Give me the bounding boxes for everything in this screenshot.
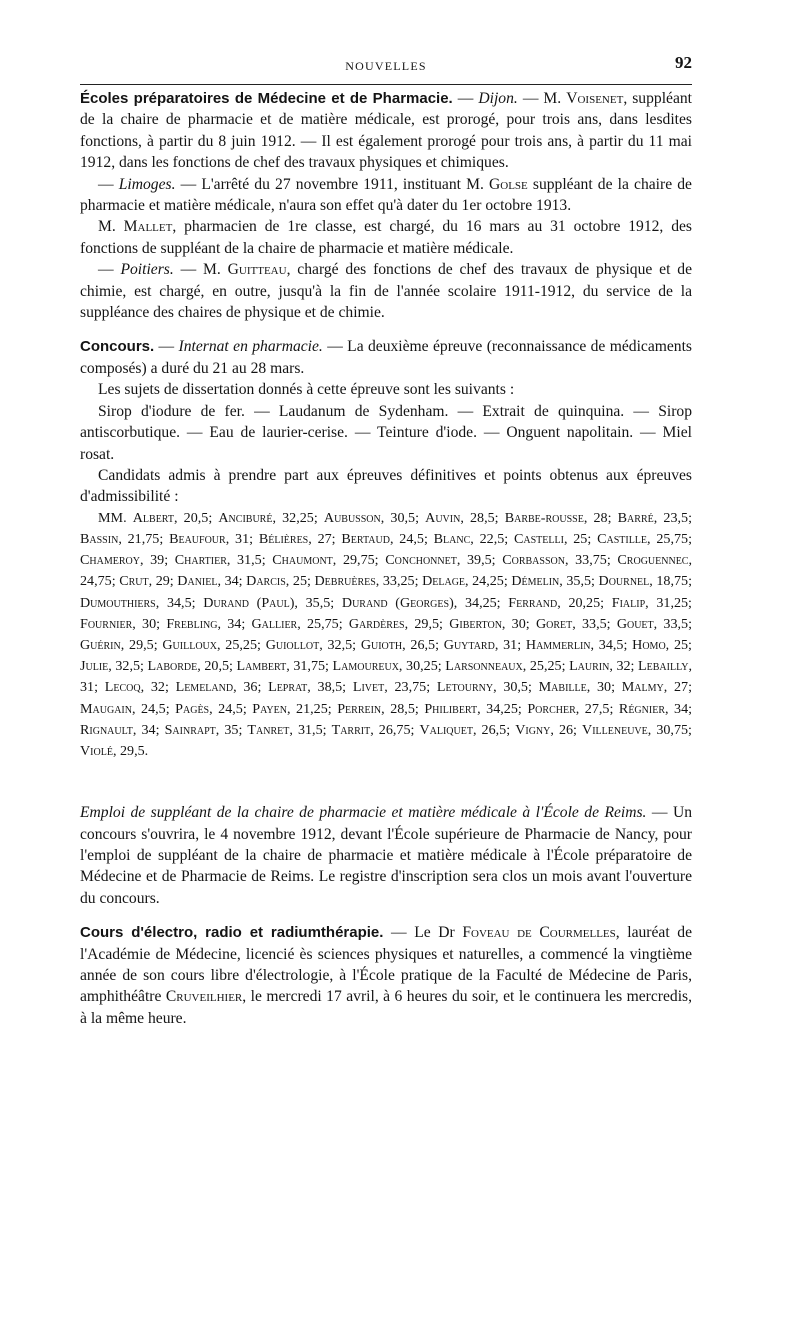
candidate-name: Hammerlin	[525, 636, 591, 653]
candidate-entry	[272, 552, 385, 568]
candidate-entry	[169, 531, 259, 547]
candidate-score: , 31,5;	[289, 721, 332, 738]
candidate-entry	[617, 616, 692, 632]
candidates-intro: Candidats admis à prendre part aux épreuves définitives et points obtenus aux épreuves d'admissibilité :	[80, 466, 692, 506]
candidate-entry	[175, 701, 252, 717]
candidate-score: , 24,5;	[131, 700, 176, 717]
candidate-name: Ferrand	[508, 594, 558, 611]
candidate-entry	[166, 616, 251, 632]
candidate-name: Conchonnet	[385, 552, 457, 569]
dijon-text: , suppléant de la chaire de pharmacie et de matière médicale, est prorogé, pour trois ans, dans lesdites fonctions, à partir du 8 juin 1912. — Il est également prorogé pour trois ans, à partir du 11 mai 1912, dans les fonctions de chef des travaux physiques et chimiques.	[80, 90, 692, 172]
candidate-score: , 23,75;	[384, 679, 437, 696]
section-gap	[80, 323, 692, 336]
candidate-entry	[175, 552, 273, 568]
candidate-name: Villeneuve	[582, 721, 648, 738]
candidate-name: Blanc	[433, 530, 471, 547]
candidate-score: , 32,5;	[319, 636, 361, 653]
cruveilhier-name: Cruveilhier	[165, 988, 243, 1006]
candidate-entry	[80, 701, 175, 717]
candidate-name: Rignault	[80, 721, 133, 738]
concours-paragraph	[80, 336, 692, 379]
concours-intro: — La deuxième épreuve (reconnaissance de médicaments composés) a duré du 21 au 28 mars.	[80, 338, 693, 377]
candidate-entry	[176, 679, 269, 695]
candidate-score: , 30,5;	[493, 679, 539, 696]
candidate-entry	[505, 510, 618, 526]
candidate-entry	[105, 679, 176, 695]
candidate-entry	[80, 743, 148, 759]
candidate-name: Crut	[119, 573, 149, 590]
mallet-name: Mallet	[123, 218, 173, 236]
candidate-name: Chartier	[174, 552, 227, 569]
candidate-name: Frebling	[166, 615, 218, 632]
candidate-name: Gallier	[251, 615, 298, 632]
candidate-score: , 34,25;	[453, 594, 509, 611]
mallet-paragraph	[80, 216, 692, 259]
candidate-name: Anciburé	[218, 509, 273, 526]
candidate-name: Barré	[617, 509, 654, 526]
running-head	[80, 50, 692, 80]
candidate-entry	[508, 595, 611, 611]
candidate-entry	[539, 679, 622, 695]
candidate-entry	[526, 637, 632, 653]
poitiers-text-2: , chargé des fonctions de chef des travaux de physique et de chimie, est chargé, en outre, jusqu'à la fin de l'année scolaire 1911-1912, du service de la suppléance des chaires de physique et de chimie.	[80, 261, 692, 322]
candidate-entry	[337, 701, 424, 717]
candidate-entry	[527, 701, 619, 717]
ecoles-heading: Écoles préparatoires de Médecine et de Pharmacie.	[80, 90, 453, 107]
candidate-name: Lemeland	[175, 679, 234, 696]
candidate-entry	[247, 722, 331, 738]
candidate-entry	[80, 531, 169, 547]
candidate-entry	[597, 531, 692, 547]
candidate-entry	[252, 616, 349, 632]
section-gap	[80, 909, 692, 922]
candidate-entry	[237, 658, 333, 674]
ecoles-paragraph-dijon	[80, 88, 692, 174]
candidate-name: Régnier	[618, 700, 665, 717]
candidate-score: , 31,5;	[226, 552, 273, 569]
candidate-entry	[385, 552, 502, 568]
candidate-score: , 28,5;	[460, 509, 505, 526]
emploi-text: — Un concours s'ouvrira, le 4 novembre 1912, devant l'École supérieure de Pharmacie de Nancy, pour l'emploi de suppléant de la chaire de pharmacie et matière médicale à l'École préparatoire de Médecine et de Pharmacie de Reims. Le registre d'inscription sera clos un mois avant l'ouverture du concours.	[80, 804, 692, 907]
candidate-name: Laborde	[147, 658, 198, 675]
candidate-entry	[445, 658, 569, 674]
candidate-name: Philibert	[424, 700, 478, 717]
candidate-entry	[80, 722, 165, 738]
candidate-name: Maugain	[80, 700, 132, 717]
candidate-score: , 35,5;	[559, 573, 599, 590]
candidate-score: , 33,75;	[564, 552, 618, 569]
candidate-name: Dournel	[598, 573, 650, 590]
candidate-score: , 25,75;	[647, 530, 692, 547]
candidate-name: Gouet	[616, 615, 654, 632]
candidate-entry	[424, 701, 527, 717]
candidate-score: , 25,75;	[297, 615, 349, 632]
candidate-name: Guérin	[80, 636, 121, 653]
candidate-name: Pagès	[175, 700, 210, 717]
candidate-score: , 31;	[80, 658, 692, 696]
candidate-score: , 34,25;	[477, 700, 528, 717]
candidate-name: Lambert	[236, 658, 287, 675]
candidate-score: , 28;	[583, 509, 618, 526]
candidate-name: Beaufour	[169, 530, 226, 547]
candidate-entry	[444, 637, 526, 653]
candidate-entry	[419, 722, 515, 738]
candidate-entry	[314, 573, 422, 589]
candidate-score: , 35;	[215, 721, 248, 738]
candidate-score: , 29;	[148, 573, 178, 590]
candidate-entry	[80, 552, 175, 568]
poitiers-paragraph	[80, 259, 692, 323]
candidate-name: Durand (Georges)	[341, 594, 454, 611]
candidate-entry	[268, 679, 353, 695]
candidate-name: Goret	[535, 615, 573, 632]
candidate-entry	[203, 595, 342, 611]
voisenet-name: Voisenet	[566, 90, 624, 107]
candidate-entry	[266, 637, 361, 653]
candidate-name: Barbe-rousse	[504, 509, 584, 526]
candidate-entry	[514, 531, 597, 547]
candidate-name: Guiollot	[265, 636, 320, 653]
candidate-score: , 32;	[609, 658, 639, 675]
candidate-entry	[515, 722, 582, 738]
candidate-score: , 24,5;	[209, 700, 253, 717]
candidate-entry	[259, 531, 342, 547]
candidate-score: , 33,5;	[572, 615, 617, 632]
candidate-name: Violé	[80, 742, 113, 759]
candidate-entry	[342, 595, 508, 611]
candidate-name: Julie	[80, 658, 109, 675]
candidate-score: , 29,5;	[404, 615, 450, 632]
candidate-score: , 25;	[563, 530, 598, 547]
candidate-score: , 31,75;	[286, 658, 333, 675]
candidate-entry	[80, 637, 162, 653]
candidate-score: , 25;	[285, 573, 315, 590]
candidate-score: , 24,5;	[389, 530, 434, 547]
candidate-score: , 34,5;	[155, 594, 204, 611]
candidate-name: Valiquet	[419, 721, 473, 738]
candidate-score: , 34;	[664, 700, 693, 717]
emploi-title: Emploi de suppléant de la chaire de pharmacie et matière médicale à l'École de Reims.	[80, 804, 647, 822]
candidate-entry	[165, 722, 248, 738]
poitiers-text-1: — M.	[173, 261, 228, 279]
candidate-entry	[162, 637, 265, 653]
candidate-entry	[353, 679, 437, 695]
candidate-roster	[80, 508, 692, 762]
candidate-score: , 26,75;	[370, 721, 420, 738]
candidate-name: Bertaud	[341, 530, 390, 547]
poitiers-dash: —	[98, 261, 121, 279]
candidate-score: , 30,75;	[647, 721, 692, 738]
mallet-prefix: M.	[98, 218, 124, 236]
candidate-score: , 29,5.	[112, 742, 149, 759]
candidate-entry	[449, 616, 536, 632]
candidate-score: , 30,5;	[380, 509, 426, 526]
candidate-entry	[218, 510, 324, 526]
candidate-entry	[632, 637, 692, 653]
candidate-name: Larsonneaux	[445, 658, 523, 675]
dijon-dash: —	[452, 90, 479, 107]
candidate-name: Bassin	[80, 530, 119, 547]
candidate-entry	[324, 510, 425, 526]
candidate-score: , 29,5;	[120, 636, 163, 653]
limoges-dash: —	[98, 175, 119, 193]
candidate-score: , 39,5;	[456, 552, 503, 569]
candidate-name: Vigny	[515, 721, 551, 738]
limoges-place: Limoges.	[118, 175, 176, 193]
candidate-entry	[569, 658, 638, 674]
candidate-name: Leprat	[268, 679, 308, 696]
candidate-score: , 36;	[233, 679, 269, 696]
cours-text-3: , le mercredi 17 avril, à 6 heures du soir, et le continuera les mercredis, à la même heure.	[80, 988, 692, 1027]
section-gap	[80, 762, 692, 802]
candidate-score: , 28,5;	[381, 700, 425, 717]
candidate-name: Darcis	[246, 573, 286, 590]
candidate-entry	[619, 701, 692, 717]
candidate-entry	[618, 510, 692, 526]
candidate-name: Castille	[597, 530, 648, 547]
candidate-score: , 34;	[217, 573, 247, 590]
candidate-name: Albert	[132, 509, 174, 526]
candidate-score: , 32,25;	[272, 509, 324, 526]
candidate-score: , 38,5;	[307, 679, 353, 696]
candidate-entry	[622, 679, 692, 695]
candidate-score: , 26,5;	[402, 636, 444, 653]
page-number: 92	[675, 53, 692, 72]
candidate-entry	[246, 573, 314, 589]
candidate-entry	[80, 658, 148, 674]
candidate-name: Chameroy	[80, 552, 140, 569]
candidate-score: , 21,75;	[118, 530, 170, 547]
running-title: NOUVELLES	[345, 59, 427, 73]
concours-dash: —	[154, 338, 179, 356]
candidate-name: Tanret	[247, 721, 290, 738]
golse-name: Golse	[488, 175, 528, 193]
candidate-score: , 30;	[501, 615, 536, 632]
candidate-name: Giberton	[449, 615, 502, 632]
candidate-name: Sainrapt	[164, 721, 216, 738]
candidate-score: , 20,5;	[173, 509, 219, 526]
candidate-score: , 20,5;	[197, 658, 237, 675]
limoges-text-2: suppléant de la chaire de pharmacie et matière médicale, n'aura son effet qu'à dater du 1er octobre 1913.	[80, 175, 692, 215]
candidate-score: , 25;	[665, 636, 692, 653]
candidate-name: Gardères	[348, 615, 405, 632]
candidate-name: Mabille	[538, 679, 587, 696]
cours-heading: Cours d'électro, radio et radiumthérapie.	[80, 924, 384, 942]
candidate-score: , 27;	[663, 679, 692, 696]
subjects-list: Sirop d'iodure de fer. — Laudanum de Sydenham. — Extrait de quinquina. — Sirop antiscorbutique. — Eau de laurier-cerise. — Teinture d'iode. — Onguent napolitain. — Miel rosat.	[80, 402, 692, 463]
candidate-entry	[80, 595, 203, 611]
candidate-name: Auvin	[425, 509, 461, 526]
candidate-entry	[361, 637, 444, 653]
candidate-entry	[434, 531, 514, 547]
candidate-entry	[177, 573, 246, 589]
cours-text-1: — Le Dr	[383, 924, 463, 942]
candidate-name: Lecoq	[104, 679, 141, 696]
candidate-score: , 30;	[586, 679, 622, 696]
candidate-entry	[502, 552, 617, 568]
concours-heading: Concours.	[80, 338, 155, 356]
candidate-score: , 25,25;	[217, 636, 266, 653]
candidate-name: Fialip	[611, 594, 646, 611]
candidate-score: , 31,25;	[645, 594, 692, 611]
candidate-entry	[582, 722, 692, 738]
candidate-score: , 26,5;	[472, 721, 516, 738]
candidate-score: , 39;	[139, 552, 175, 569]
candidate-entry	[332, 722, 420, 738]
candidate-score: , 32,5;	[108, 658, 148, 675]
candidate-name: Dumouthiers	[80, 594, 156, 611]
candidate-score: , 25,25;	[522, 658, 570, 675]
candidate-name: Homo	[632, 636, 666, 653]
candidate-entry	[80, 616, 166, 632]
candidate-entry	[536, 616, 617, 632]
candidate-name: Payen	[252, 700, 287, 717]
candidate-name: Aubusson	[323, 509, 381, 526]
dijon-place: Dijon.	[478, 90, 518, 107]
candidate-name: Livet	[352, 679, 385, 696]
candidate-score: , 24,75;	[80, 552, 693, 590]
limoges-text-1: — L'arrêté du 27 novembre 1911, instituant M.	[175, 175, 489, 193]
candidate-entry	[341, 531, 433, 547]
candidate-score: , 29,75;	[332, 552, 386, 569]
candidate-entry	[599, 573, 692, 589]
emploi-paragraph	[80, 802, 692, 909]
candidate-name: Delage	[422, 573, 466, 590]
candidate-name: Fournier	[80, 615, 133, 632]
candidate-score: , 30;	[132, 615, 167, 632]
candidate-entry	[422, 573, 511, 589]
subjects-intro: Les sujets de dissertation donnés à cette épreuve sont les suivants :	[98, 381, 515, 399]
candidate-score: , 23,5;	[653, 509, 692, 526]
candidate-name: Démelin	[511, 573, 560, 590]
guitteau-name: Guitteau	[227, 261, 287, 279]
candidate-name: Porcher	[527, 700, 576, 717]
candidate-score: , 31;	[225, 530, 259, 547]
candidate-entry	[333, 658, 446, 674]
candidate-entry	[349, 616, 449, 632]
candidate-score: , 22,5;	[470, 530, 514, 547]
candidate-name: Bélières	[258, 530, 309, 547]
candidate-name: Tarrit	[331, 721, 371, 738]
candidate-score: , 33,5;	[653, 615, 692, 632]
candidate-score: , 31;	[494, 636, 526, 653]
candidate-name: Debruères	[314, 573, 376, 590]
candidate-name: Guytard	[443, 636, 495, 653]
poitiers-place: Poitiers.	[120, 261, 174, 279]
candidate-name: Chaumont	[272, 552, 333, 569]
cours-paragraph	[80, 922, 692, 1029]
dijon-prefix: — M.	[517, 90, 567, 107]
candidate-entry	[612, 595, 692, 611]
candidate-name: Lamoureux	[332, 658, 399, 675]
candidate-entry	[511, 573, 598, 589]
candidate-score: , 34,5;	[590, 636, 633, 653]
candidate-entry	[148, 658, 237, 674]
header-rule	[80, 84, 692, 85]
candidate-score: , 30,25;	[398, 658, 446, 675]
candidate-name: Guilloux	[162, 636, 217, 653]
candidate-name: Guioth	[360, 636, 403, 653]
candidate-score: , 26;	[550, 721, 583, 738]
candidate-name: Corbasson	[502, 552, 565, 569]
roster-items	[80, 510, 692, 759]
concours-subheading: Internat en pharmacie.	[178, 338, 323, 356]
candidate-score: , 24,25;	[465, 573, 512, 590]
candidate-score: , 32;	[140, 679, 176, 696]
mallet-text: , pharmacien de 1re classe, est chargé, du 16 mars au 31 octobre 1912, des fonctions de suppléant de la chaire de pharmacie et matière médicale.	[80, 218, 692, 257]
candidate-score: , 33,25;	[375, 573, 423, 590]
candidate-score: , 18,75;	[649, 573, 692, 590]
candidate-score: , 20,25;	[557, 594, 612, 611]
candidate-score: , 27;	[308, 530, 342, 547]
candidate-score: , 35,5;	[294, 594, 342, 611]
candidate-name: Lebailly	[638, 658, 689, 675]
candidate-name: Croguennec	[617, 552, 689, 569]
roster-prefix: MM.	[98, 509, 133, 526]
candidate-score: , 21,25;	[286, 700, 338, 717]
limoges-paragraph	[80, 174, 692, 217]
candidate-name: Perrein	[337, 700, 382, 717]
candidate-name: Malmy	[621, 679, 664, 696]
candidate-name: Laurin	[569, 658, 610, 675]
candidate-entry	[437, 679, 539, 695]
candidate-entry	[425, 510, 505, 526]
candidate-name: Castelli	[513, 530, 564, 547]
candidate-name: Durand (Paul)	[203, 594, 295, 611]
candidate-score: , 34;	[132, 721, 165, 738]
foveau-name: Foveau de Courmelles	[462, 924, 616, 942]
candidate-name: Letourny	[436, 679, 494, 696]
page	[80, 50, 692, 1029]
candidate-score: , 34;	[217, 615, 252, 632]
candidate-name: Daniel	[177, 573, 218, 590]
candidate-entry	[119, 573, 177, 589]
candidate-entry	[252, 701, 337, 717]
candidate-score: , 27,5;	[575, 700, 619, 717]
cours-text-2: , lauréat de l'Académie de Médecine, licencié ès sciences physiques et naturelles, a commencé la vingtième année de son cours libre d'électrologie, à l'École pratique de la Faculté de Médecine de Paris, amphithéâtre	[80, 924, 692, 1006]
candidate-entry	[133, 510, 219, 526]
